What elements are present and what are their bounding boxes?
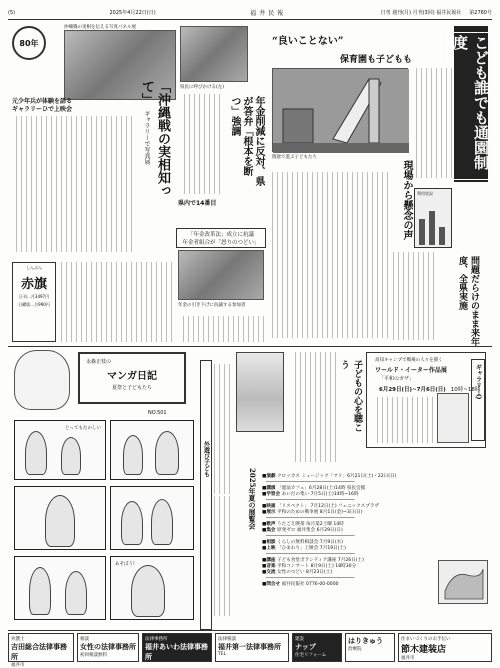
- ad-detail: TEL: [218, 652, 227, 657]
- event-text: 子ども食堂ボランティア講座 7月26日(土): [277, 558, 364, 563]
- manga-panel: [110, 486, 194, 550]
- issue-date: 2025年4月22日(日): [109, 10, 156, 16]
- gallery-date: [379, 385, 480, 393]
- event-detail-line: ━━━━━━━━━━━━━━━━━━━━━━━━━━━━━━━━: [266, 552, 355, 557]
- gallery-title: ワールド・イーター作品展: [375, 367, 447, 374]
- ad-detail: 福井市: [11, 663, 25, 668]
- event-title: ■講座: [262, 558, 276, 563]
- vertical-headline: 年金削減に反対、県が答弁「根本を断つ」強調: [229, 96, 264, 186]
- event-title: ■講演: [262, 486, 276, 491]
- hours: 10時~18時: [450, 387, 481, 393]
- vertical-headline: [136, 80, 170, 220]
- event-title: ■問合せ: [262, 582, 281, 587]
- akahata-ad: [12, 262, 56, 342]
- ad-detail: 福井市中央: [145, 663, 168, 668]
- ad-name: 節木建装店: [401, 645, 447, 655]
- anniversary-badge: 80年: [12, 26, 46, 60]
- headline-line: ギャラリーひで上映会: [12, 106, 73, 113]
- ad-block: [215, 633, 289, 662]
- ad-name: 福井あいわ法律事務所: [145, 643, 208, 661]
- event-title: ■映画: [262, 504, 276, 509]
- akahata-title: 赤旗: [20, 277, 47, 292]
- photo-caption: 県民に呼びかける(左): [180, 85, 225, 90]
- article-body-text: [180, 94, 220, 194]
- event-title: ■展示: [262, 510, 276, 515]
- event-title: ■相談: [262, 540, 276, 545]
- ad-name: 女性の法律事務所: [80, 643, 136, 651]
- column-label: 外遊び子ども: [202, 441, 210, 477]
- event-text: あいだの集い 7月5日(土)14時~16時: [281, 492, 359, 497]
- playground-slide-illustration: [273, 69, 409, 153]
- manga-title: マンガ日記: [107, 371, 157, 382]
- ad-block: [77, 633, 139, 662]
- manga-panel: [14, 420, 106, 480]
- gallery-label-box: [471, 359, 485, 441]
- figure: [155, 431, 179, 475]
- ad-block: [292, 633, 342, 662]
- speech-text: とってもたのしい: [65, 426, 101, 431]
- column-text: [214, 364, 230, 494]
- usage-graph: [414, 188, 452, 248]
- rally-photo: [180, 26, 248, 82]
- article-subheadline: 保育園も子どもも: [340, 55, 413, 65]
- event-text: 「ひまわり」上映会 7月19日(土): [277, 546, 346, 551]
- article-body-text: [12, 116, 132, 252]
- event-title: ■歌声: [262, 522, 276, 527]
- calendar-headline: 2025年夏の展覧会: [248, 468, 257, 530]
- event-title: ■上映: [262, 546, 276, 551]
- issue-number: 第2760号: [469, 10, 492, 16]
- ad-block: [398, 633, 492, 662]
- playground-photo: [272, 68, 408, 152]
- manga-panel: [14, 556, 106, 620]
- manga-panel: [110, 420, 194, 480]
- ad-detail: 福井市: [401, 656, 415, 661]
- headline-line: 「年金改革法」成立に抗議: [187, 232, 254, 238]
- article-body-text: [180, 316, 264, 342]
- figure: [151, 499, 173, 545]
- article-body-text: [392, 252, 434, 340]
- event-title: ■交流: [262, 570, 276, 575]
- event-detail-line: ━━━━━━━━━━━━━━━━━━━━━━━━━━━━━━━━: [266, 498, 355, 503]
- event-detail-line: ━━━━━━━━━━━━━━━━━━━━━━━━━━━━━━━━: [266, 534, 355, 539]
- section-divider: [8, 346, 492, 347]
- ad-category: 相談: [80, 637, 89, 642]
- manga-subtitle: 夏祭と子どもたち: [111, 385, 152, 391]
- map-shape: [439, 561, 487, 603]
- event-title: ■音楽: [262, 564, 276, 569]
- figure: [61, 437, 81, 475]
- gallery-body-text: [373, 397, 433, 443]
- event-title: ■演劇: [262, 474, 276, 479]
- figure: [65, 571, 87, 615]
- manga-author: 永森正枝の: [86, 359, 112, 365]
- figure: [131, 565, 165, 617]
- gallery-subtitle: 「平和のガザ」: [379, 376, 415, 382]
- manga-title-box: [78, 352, 186, 404]
- article-headline: [12, 98, 72, 114]
- ad-name: ナップ: [295, 643, 316, 651]
- headline-main: 「沖縄戦の実相知って」: [139, 80, 170, 197]
- feature-title: こども誰でも通園制度: [447, 32, 495, 180]
- artwork-image: [437, 393, 469, 443]
- event-title: ■学習会: [262, 492, 281, 497]
- map-image: [438, 560, 488, 604]
- figure: [121, 501, 143, 545]
- ad-block: [142, 633, 212, 668]
- headline-line: 年金者組合が「怒りのつどい」: [182, 240, 260, 246]
- article-body-text: [60, 262, 172, 342]
- speech-text: あそぼう!: [115, 562, 135, 567]
- event-text: 「憲法カフェ」6月28日(土)14時 県民会館: [277, 486, 366, 491]
- event-text: 福井民報社 0776-00-0000: [281, 582, 339, 587]
- event-poster-image: [236, 352, 284, 432]
- manga-number: NO.501: [148, 410, 167, 416]
- pension-headline-box: [176, 228, 266, 248]
- vertical-subheadline: 現場から懸念の声: [401, 160, 412, 240]
- event-text: うたごえ喫茶 毎月第2土曜 14時: [277, 522, 344, 527]
- event-title: ■集会: [262, 528, 276, 533]
- graph-bars: [415, 199, 451, 247]
- event-text: 原発ゼロ 福井集会 6月29日(日): [277, 528, 343, 533]
- ad-category: 住まいづくりのお手伝い: [401, 637, 451, 642]
- page-number: (5): [8, 9, 16, 16]
- photo-caption: 沖縄戦の実相を伝える写真パネル展: [64, 25, 136, 30]
- ad-block: [345, 633, 395, 662]
- ad-name: 福井第一法律事務所: [218, 643, 281, 651]
- ad-block: [8, 633, 74, 668]
- article-body-text: [272, 172, 388, 338]
- figure: [45, 495, 75, 547]
- ad-detail: 住宅リフォーム: [295, 653, 327, 658]
- ad-category: 弁護士: [11, 637, 25, 642]
- column-text: [214, 496, 230, 616]
- figure: [123, 435, 143, 475]
- feature-title-box: [451, 26, 490, 182]
- headline-sub: ギャラリーで写真展: [143, 110, 150, 165]
- figure: [29, 567, 51, 615]
- protest-photo: [178, 250, 264, 300]
- character-illustration: [14, 350, 70, 410]
- ad-category: 法律相談: [218, 637, 236, 642]
- manga-panel: [14, 486, 106, 550]
- akahata-label: しんぶん: [26, 265, 42, 270]
- figure: [25, 431, 47, 475]
- event-text: クロッカス ミュージック「マリ」6月21日(土)・22日(日): [277, 474, 397, 479]
- column-label-box: [200, 360, 212, 630]
- graph-label: 利用状況: [417, 191, 433, 196]
- event-detail-line: ━━━━━━━━━━━━━━━━━━━━━━━━━━━━━━━━: [266, 480, 355, 485]
- event-detail-line: ━━━━━━━━━━━━━━━━━━━━━━━━━━━━━━━━: [266, 576, 355, 581]
- ad-category: 建設: [295, 637, 304, 642]
- anniversary-logo: [12, 26, 54, 62]
- akahata-price: 日刊…月3497円: [18, 294, 50, 299]
- publication-meta: 日刊 週刊(月) 月刊(3回) 福井民報社: [380, 10, 462, 16]
- akahata-price: 日曜版…月990円: [18, 302, 50, 307]
- manga-panel: [110, 556, 194, 620]
- date-range: 6月29日(日)~7月6日(日): [379, 387, 446, 393]
- article-headline: 子どもの心を聴こう: [339, 360, 362, 432]
- gallery-announcement: [366, 352, 486, 448]
- page-header: [8, 6, 492, 20]
- photo-caption: 年金の引き下げに抗議する参加者: [178, 303, 246, 308]
- event-text: 平和のための戦争展 8月1日(金)~3日(日): [277, 510, 363, 515]
- event-text: くらしの無料相談会 7月9日(水): [277, 540, 344, 545]
- event-text: 女性のつどい 8月23日(土): [277, 570, 333, 575]
- ad-strip: [8, 630, 492, 668]
- ad-detail: 治療院: [348, 647, 362, 652]
- subheadline: 県内で14番目: [178, 200, 217, 207]
- article-body-text: [412, 68, 452, 178]
- event-text: 平和コンサート 8月9日(土) 18時30分: [277, 564, 357, 569]
- ad-detail: 初回相談無料: [80, 653, 107, 658]
- ad-name: はりきゅう: [348, 637, 383, 645]
- ad-category: 法律事務所: [145, 637, 168, 642]
- article-body-text: [292, 352, 336, 462]
- photo-caption: 園庭で遊ぶ子どもたち: [272, 155, 317, 160]
- event-text: 「リスペクト」 7月12日(土) フェニックスプラザ: [277, 504, 380, 509]
- article-headline: “良いことない”: [272, 36, 344, 47]
- paper-name: 福井民報: [250, 10, 287, 17]
- event-detail-line: ━━━━━━━━━━━━━━━━━━━━━━━━━━━━━━━━: [266, 516, 355, 521]
- vertical-headline: 問題だらけのまま来年度、全県実施: [457, 256, 479, 346]
- gallery-lead: 高知キャンプで戦場の人々を描く: [375, 358, 443, 363]
- headline-line: 元少年兵が体験を語る: [12, 98, 73, 105]
- ad-name: 吉田総合法律事務所: [11, 643, 67, 661]
- gallery-label: ギャラリーQ: [474, 364, 482, 400]
